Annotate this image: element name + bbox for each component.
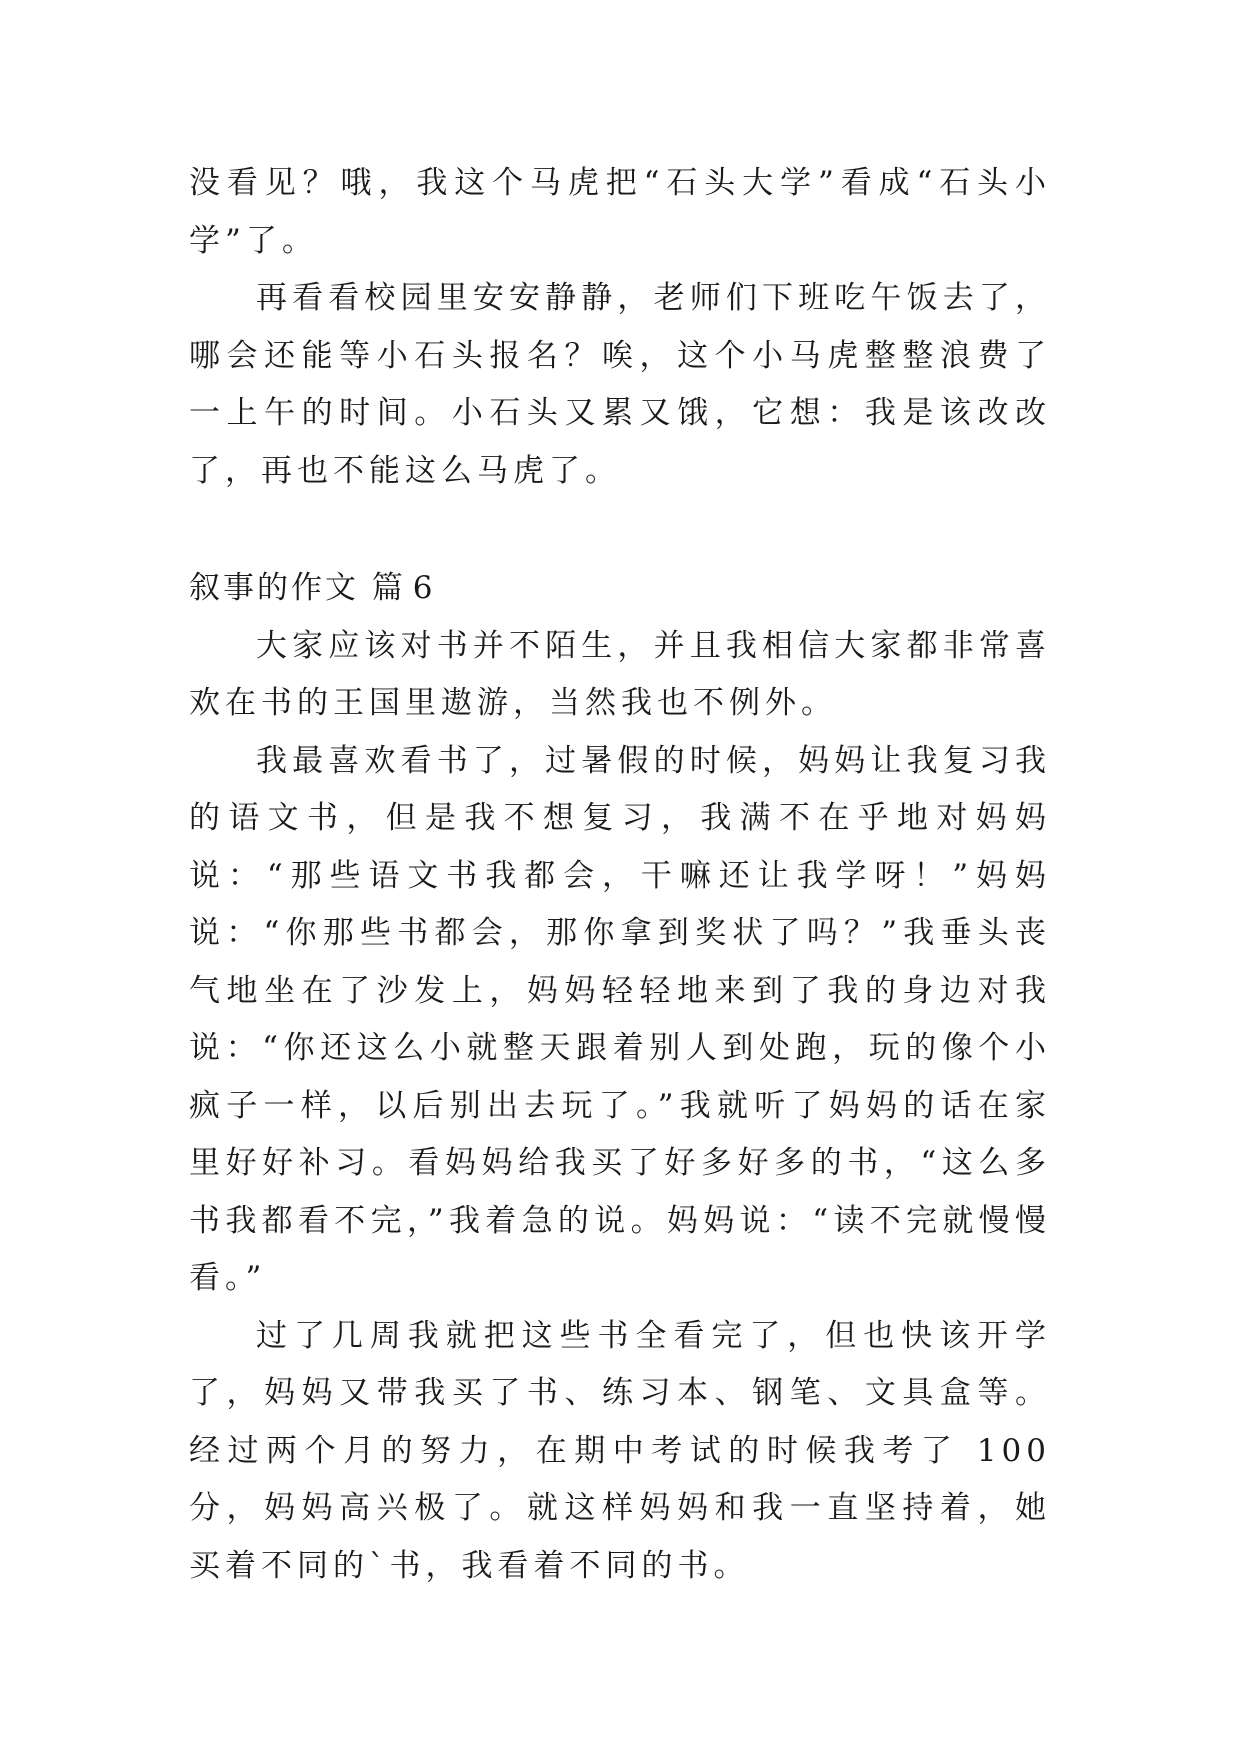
paragraph: 我最喜欢看书了，过暑假的时候，妈妈让我复习我的语文书，但是我不想复习，我满不在乎地对妈妈说：“那些语文书我都会，干嘛还让我学呀！”妈妈说：“你那些书都会，那你拿到奖状了吗？”我垂头丧气地坐在了沙发上，妈妈轻轻地来到了我的身边对我说：“你还这么小就整天跟着别人到处跑，玩的像个小疯子一样，以后别出去玩了。”我就听了妈妈的话在家里好好补习。看妈妈给我买了好多好多的书，“这么多书我都看不完，”我着急的说。妈妈说：“读不完就慢慢看。” (189, 742, 1051, 1296)
heading-title: 叙事的作文 (189, 570, 359, 606)
section-heading (189, 560, 1051, 618)
paragraph: 再看看校园里安安静静，老师们下班吃午饭去了，哪会还能等小石头报名？唉，这个小马虎整整浪费了一上午的时间。小石头又累又饿，它想：我是该改改了，再也不能这么马虎了。 (189, 280, 1051, 489)
heading-part-number: 篇 6 (371, 570, 433, 606)
paragraph: 大家应该对书并不陌生，并且我相信大家都非常喜欢在书的王国里遨游，当然我也不例外。 (189, 627, 1051, 721)
document-body (189, 155, 1051, 1595)
paragraph-continued: 没看见？哦，我这个马虎把“石头大学”看成“石头小学”了。 (189, 165, 1051, 259)
paragraph: 过了几周我就把这些书全看完了，但也快该开学了，妈妈又带我买了书、练习本、钢笔、文具盒等。经过两个月的努力，在期中考试的时候我考了 100 分，妈妈高兴极了。就这样妈妈和我一直坚持着，她买着不同的`书，我看着不同的书。 (189, 1317, 1051, 1584)
